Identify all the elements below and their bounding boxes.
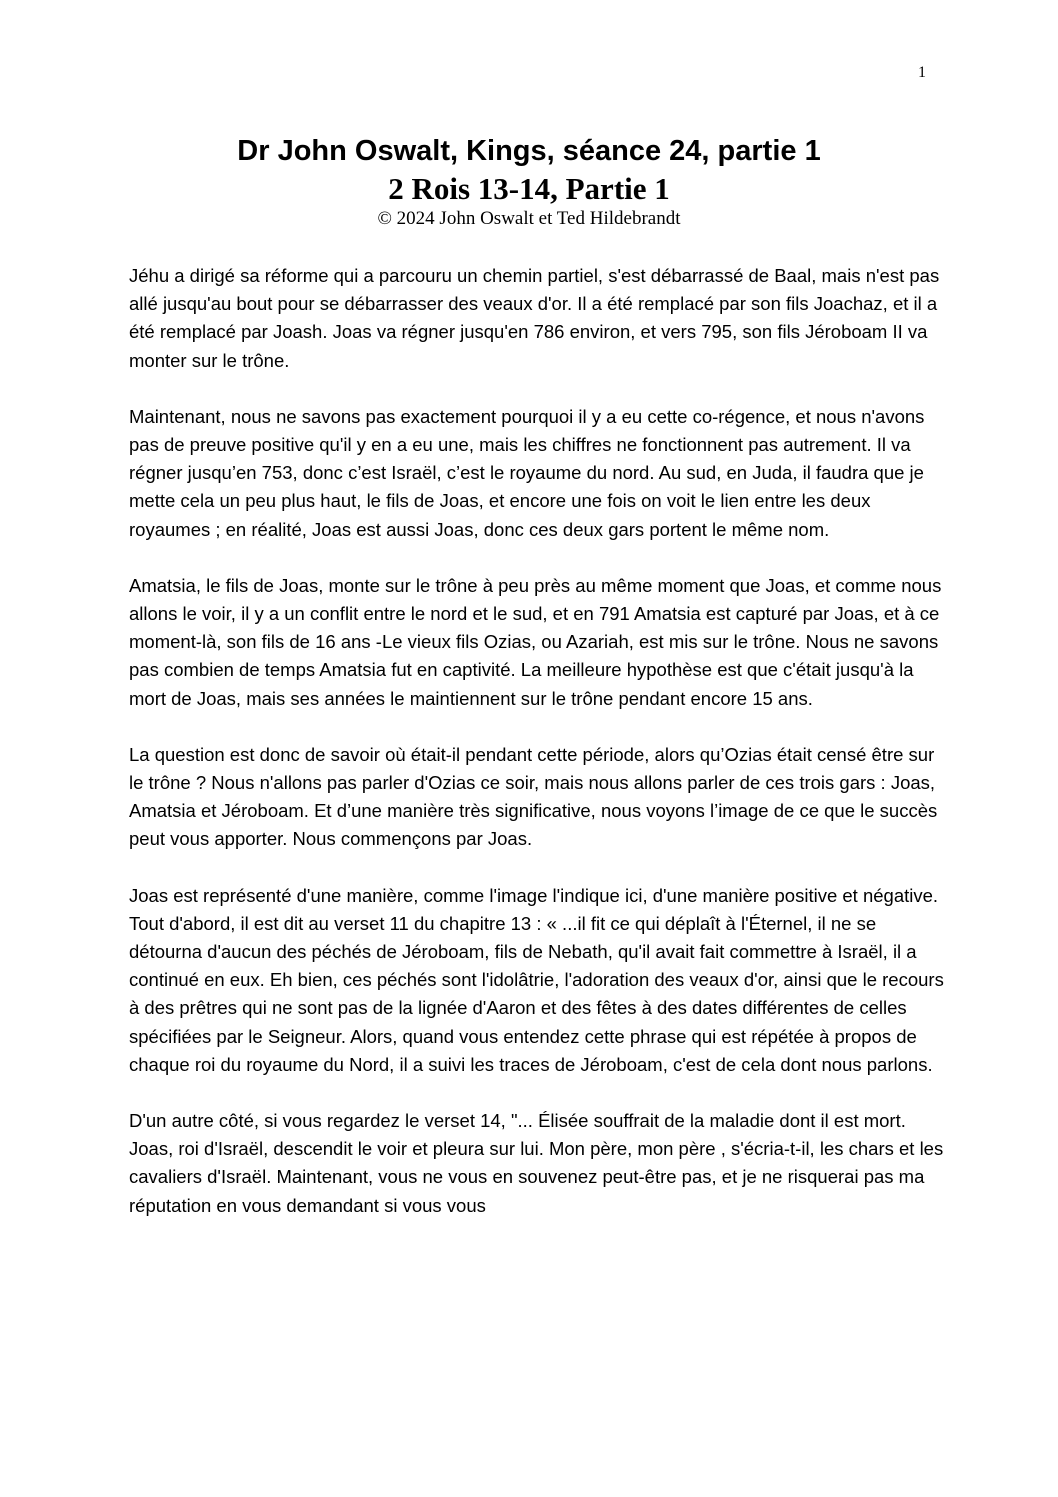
paragraph-1: Jéhu a dirigé sa réforme qui a parcouru un chemin partiel, s'est débarrassé de Baal, mais n'est pas allé jusqu'au bout pour se débarrasser des veaux d'or. Il a été remplacé par son fils Joachaz, et il a été remplacé par Joash. Joas va régner jusqu'en 786 environ, et vers 795, son fils Jéroboam II va monter sur le trône.	[129, 265, 940, 371]
body-text	[129, 262, 949, 1248]
paragraph-4: La question est donc de savoir où était-il pendant cette période, alors qu’Ozias était censé être sur le trône ? Nous n'allons pas parler d'Ozias ce soir, mais nous allons parler de ces trois gars : Joas, Amatsia et Jéroboam. Et d’une manière très significative, nous voyons l’image de ce que le succès peut vous apporter. Nous commençons par Joas.	[129, 743, 938, 850]
page-number: 1	[918, 64, 926, 81]
title-block	[0, 132, 1058, 230]
document-title: Dr John Oswalt, Kings, séance 24, partie 1	[237, 135, 821, 167]
paragraph-5: Joas est représenté d'une manière, comme l'image l'indique ici, d'une manière positive et négative. Tout d'abord, il est dit au verset 11 du chapitre 13 : « ...il fit ce qui déplaît à l'Éternel, il ne se détourna d'aucun des péchés de Jéroboam, fils de Nebath, qu'il avait fait commettre à Israël, il a continué en eux. Eh bien, ces péchés sont l'idolâtrie, l'adoration des veaux d'or, ainsi que le recours à des prêtres qui ne sont pas de la lignée d'Aaron et des fêtes à des dates différentes de celles spécifiées par le Seigneur. Alors, quand vous entendez cette phrase qui est répétée à propos de chaque roi du royaume du Nord, il a suivi les traces de Jéroboam, c'est de cela dont nous parlons.	[129, 884, 944, 1075]
copyright-line: © 2024 John Oswalt et Ted Hildebrandt	[377, 208, 681, 229]
paragraph-6: D'un autre côté, si vous regardez le verset 14, "... Élisée souffrait de la maladie dont il est mort. Joas, roi d'Israël, descendit le voir et pleura sur lui. Mon père, mon père , s'écria-t-il, les chars et les cavaliers d'Israël. Maintenant, vous ne vous en souvenez peut-être pas, et je ne risquerai pas ma réputation en vous demandant si vous vous	[129, 1110, 944, 1216]
paragraph-2: Maintenant, nous ne savons pas exactement pourquoi il y a eu cette co-régence, et nous n'avons pas de preuve positive qu'il y en a eu une, mais les chiffres ne fonctionnent pas autrement. Il va régner jusqu’en 753, donc c’est Israël, c’est le royaume du nord. Au sud, en Juda, il faudra que je mette cela un peu plus haut, le fils de Joas, et encore une fois on voit le lien entre les deux royaumes ; en réalité, Joas est aussi Joas, donc ces deux gars portent le même nom.	[129, 405, 925, 540]
paragraph-3: Amatsia, le fils de Joas, monte sur le trône à peu près au même moment que Joas, et comme nous allons le voir, il y a un conflit entre le nord et le sud, et en 791 Amatsia est capturé par Joas, et à ce moment-là, son fils de 16 ans -Le vieux fils Ozias, ou Azariah, est mis sur le trône. Nous ne savons pas combien de temps Amatsia fut en captivité. La meilleure hypothèse est que c'était jusqu'à la mort de Joas, mais ses années le maintiennent sur le trône pendant encore 15 ans.	[129, 574, 942, 709]
document-subtitle: 2 Rois 13-14, Partie 1	[388, 171, 670, 206]
